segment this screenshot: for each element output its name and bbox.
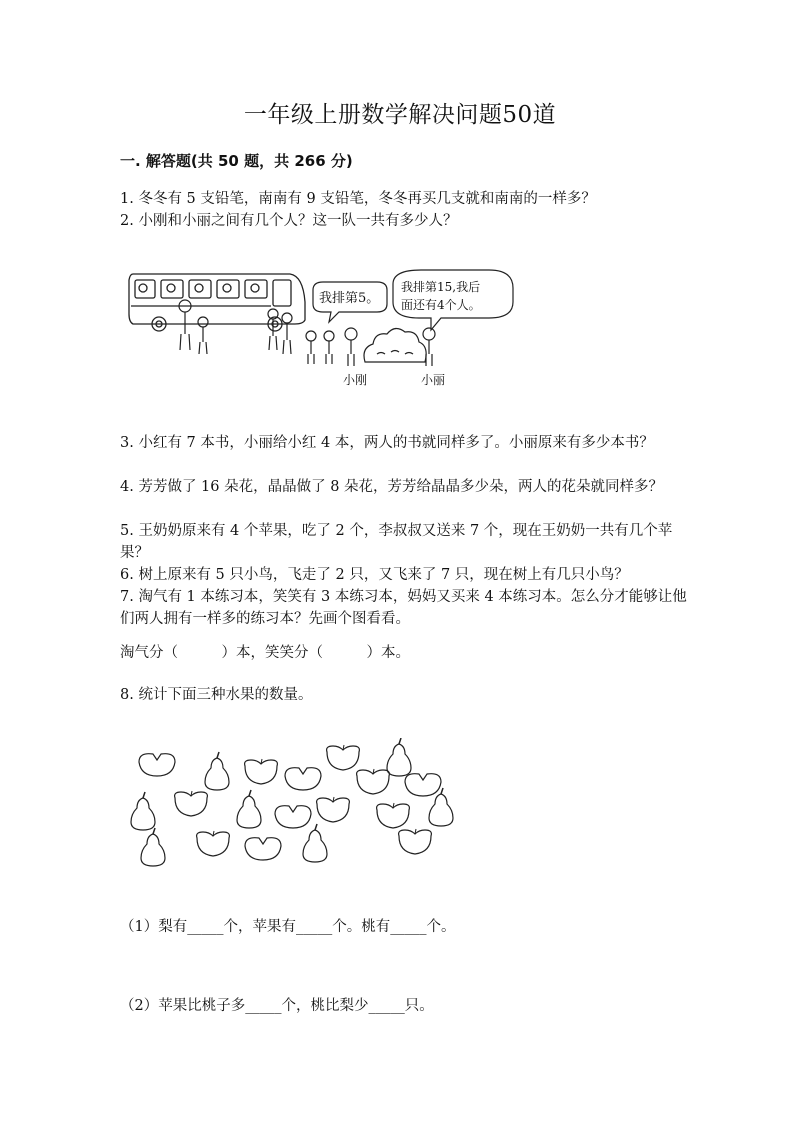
- apple-icon: [197, 831, 230, 856]
- pear-icon: [205, 752, 229, 790]
- apple-icon: [175, 791, 208, 816]
- peach-icon: [405, 774, 441, 796]
- question-6: 6. 树上原来有 5 只小鸟，飞走了 2 只，又飞来了 7 只，现在树上有几只小鸟？: [120, 567, 629, 583]
- bubble-left-text: 我排第5。: [319, 291, 380, 306]
- question-7-answer: 淘气分（ ）本，笑笑分（ ）本。: [120, 645, 410, 661]
- label-xiaogang: 小刚: [343, 373, 368, 387]
- queue-illustration: [125, 262, 525, 392]
- speech-bubble-left: [313, 282, 387, 322]
- question-8: 8. 统计下面三种水果的数量。: [120, 687, 313, 703]
- peach-icon: [285, 768, 321, 790]
- peach-icon: [139, 754, 175, 776]
- question-5: 5. 王奶奶原来有 4 个苹果，吃了 2 个，李叔叔又送来 7 个，现在王奶奶一共有几个苹果？: [120, 523, 673, 561]
- apple-icon: [377, 803, 410, 828]
- pear-icon: [387, 738, 411, 776]
- question-3: 3. 小红有 7 本书，小丽给小红 4 本，两人的书就同样多了。小丽原来有多少本书？: [120, 435, 654, 451]
- bubble-right-line2: 面还有4个人。: [401, 298, 481, 312]
- pear-icon: [303, 824, 327, 862]
- question-4: 4. 芳芳做了 16 朵花，晶晶做了 8 朵花，芳芳给晶晶多少朵，两人的花朵就同样多？: [120, 479, 664, 495]
- apple-icon: [317, 797, 350, 822]
- peach-icon: [275, 806, 311, 828]
- question-1: 1. 冬冬有 5 支铅笔，南南有 9 支铅笔，冬冬再买几支就和南南的一样多？: [120, 191, 596, 207]
- label-xiaoli: 小丽: [421, 373, 446, 387]
- pear-icon: [237, 790, 261, 828]
- page-title: 一年级上册数学解决问题50道: [243, 102, 557, 128]
- apple-icon: [327, 745, 360, 770]
- bubble-right-line1: 我排第15,我后: [401, 280, 481, 294]
- apple-icon: [399, 829, 432, 854]
- question-2: 2. 小刚和小丽之间有几个人？这一队一共有多少人？: [120, 213, 458, 229]
- question-7: 7. 淘气有 1 本练习本，笑笑有 3 本练习本，妈妈又买来 4 本练习本。怎么分才能够让他们两人拥有一样多的练习本？先画个图看看。: [120, 589, 687, 627]
- speech-bubble-right: [393, 270, 513, 330]
- apple-icon: [245, 759, 278, 784]
- pear-icon: [131, 792, 155, 830]
- peach-icon: [245, 838, 281, 860]
- pear-icon: [141, 828, 165, 866]
- question-8-sub-2: （2）苹果比桃子多_____个，桃比梨少_____只。: [120, 998, 434, 1014]
- section-heading: 一. 解答题(共 50 题，共 266 分): [120, 152, 353, 170]
- bus-icon: [129, 274, 305, 331]
- question-8-sub-1: （1）梨有_____个，苹果有_____个。桃有_____个。: [120, 919, 456, 935]
- apple-icon: [357, 769, 390, 794]
- fruit-illustration: [125, 738, 485, 873]
- bush-icon: [364, 328, 426, 362]
